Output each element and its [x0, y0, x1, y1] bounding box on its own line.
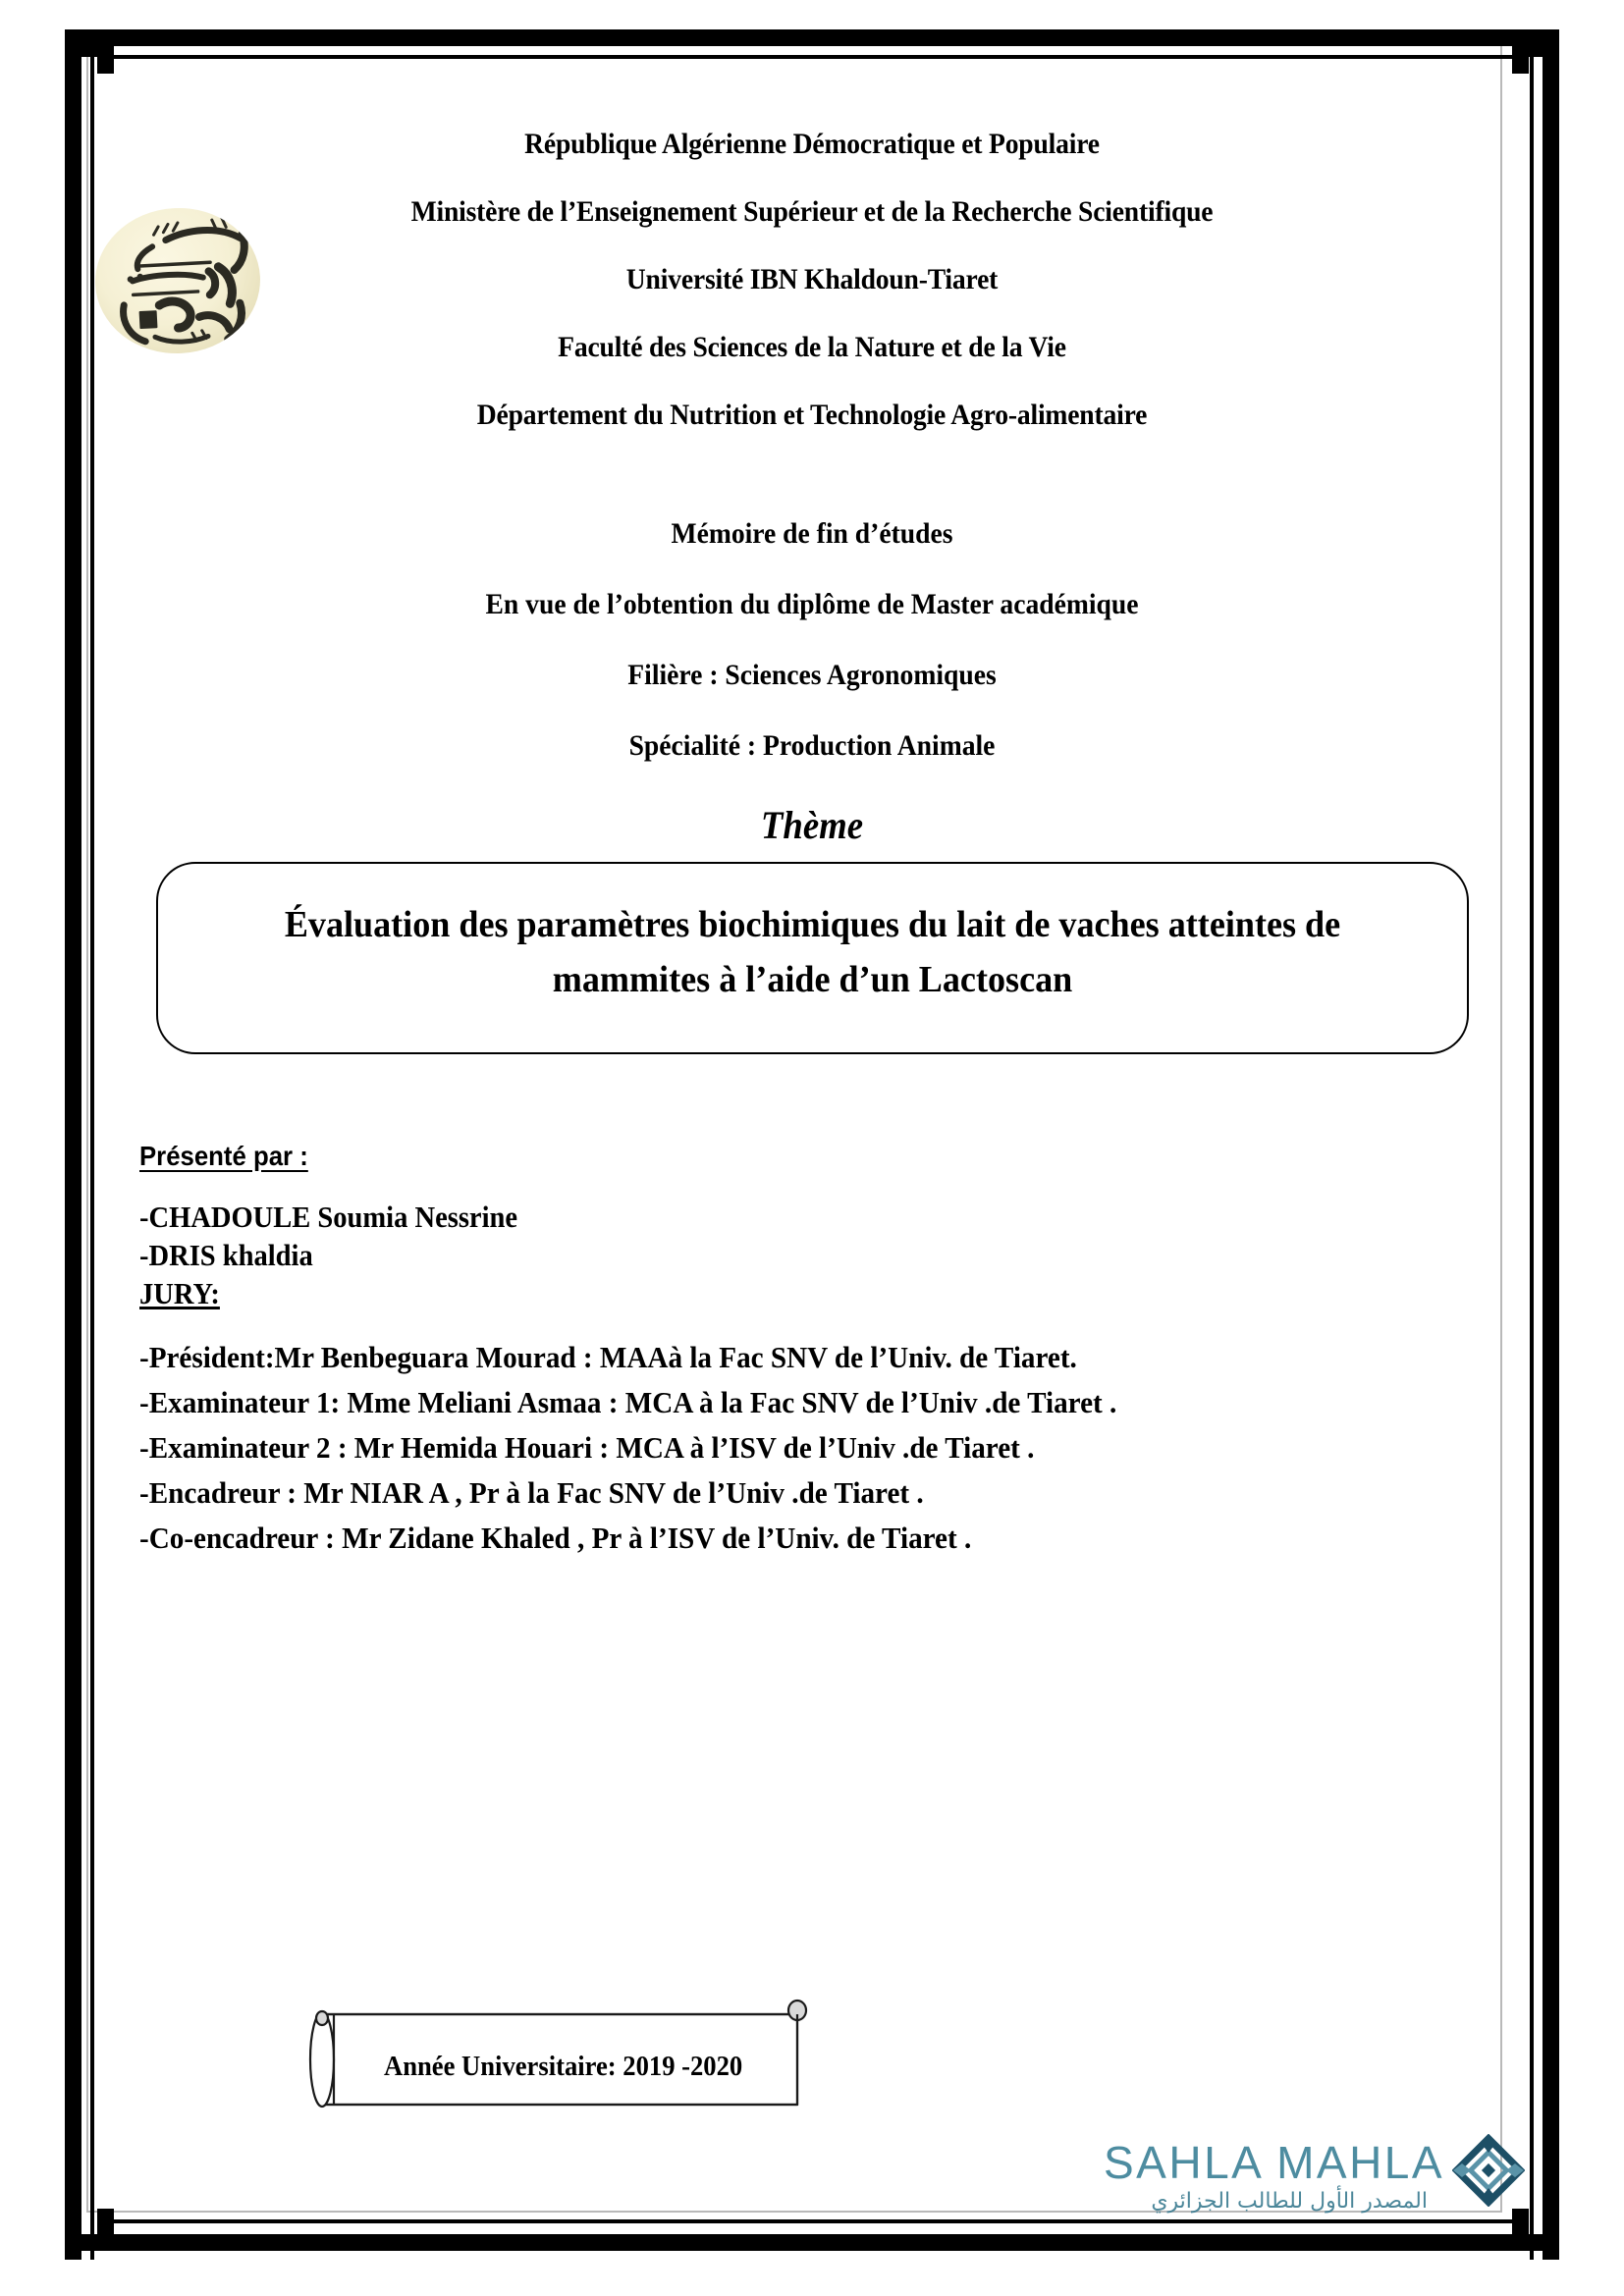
frame-corner-bottom-left: [65, 2234, 114, 2251]
jury-line-examiner-2: -Examinateur 2 : Mr Hemida Houari : MCA à l’ISV de l’Univ .de Tiaret .: [139, 1429, 1035, 1465]
frame-bar-top: [114, 29, 1528, 46]
theme-title: Évaluation des paramètres biochimiques du lait de vaches atteintes de mammites à l’aide d’un Lactoscan: [284, 903, 1340, 1000]
presented-by-section: [94, 1054, 1530, 1560]
author-list: [139, 1198, 1530, 1274]
cover-page-content: [94, 59, 1530, 2218]
jury-line-president: -Président:Mr Benbeguara Mourad : MAAà la Fac SNV de l’Univ. de Tiaret.: [139, 1340, 1077, 1375]
frame-bar-right: [1543, 57, 1559, 2260]
frame-corner-top-right: [1512, 29, 1559, 57]
watermark-tagline-arabic: المصدر الأول للطالب الجزائري: [1151, 2189, 1428, 2214]
jury-line-co-supervisor: -Co-encadreur : Mr Zidane Khaled , Pr à l’ISV de l’Univ. de Tiaret .: [139, 1520, 972, 1555]
header-line-republic: République Algérienne Démocratique et Populaire: [524, 128, 1100, 160]
frame-bar-left: [65, 57, 81, 2260]
header-line-faculty: Faculté des Sciences de la Nature et de la Vie: [558, 331, 1066, 363]
theme-box: [156, 862, 1469, 1054]
institution-header: [94, 59, 1530, 430]
degree-line-diploma: En vue de l’obtention du diplôme de Master académique: [485, 588, 1139, 620]
header-line-department: Département du Nutrition et Technologie Agro-alimentaire: [476, 399, 1148, 431]
degree-line-filiere: Filière : Sciences Agronomiques: [627, 659, 997, 691]
degree-line-memoire: Mémoire de fin d’études: [671, 517, 953, 550]
frame-line-right: [1530, 57, 1534, 2260]
academic-year-banner: [300, 1991, 811, 2138]
theme-label: Thème: [760, 803, 864, 847]
jury-line-supervisor: -Encadreur : Mr NIAR A , Pr à la Fac SNV de l’Univ .de Tiaret .: [139, 1474, 924, 1510]
degree-info: [94, 468, 1530, 761]
presented-by-label: Présenté par :: [139, 1141, 308, 1171]
sahla-mahla-diamond-icon: [1452, 2134, 1525, 2212]
author-line: -DRIS khaldia: [139, 1238, 313, 1273]
watermark-brand-name: SAHLA MAHLA: [1104, 2137, 1445, 2188]
academic-year-text: Année Universitaire: 2019 -2020: [383, 2052, 743, 2082]
header-line-ministry: Ministère de l’Enseignement Supérieur et de la Recherche Scientifique: [410, 195, 1214, 228]
jury-label: JURY:: [139, 1276, 220, 1311]
header-line-university: Université IBN Khaldoun-Tiaret: [625, 263, 999, 295]
sahla-mahla-watermark: [1104, 2137, 1555, 2258]
degree-line-specialite: Spécialité : Production Animale: [628, 729, 996, 762]
frame-corner-top-left: [65, 29, 114, 57]
author-line: -CHADOULE Soumia Nessrine: [139, 1200, 518, 1234]
jury-list: [139, 1335, 1530, 1560]
jury-line-examiner-1: -Examinateur 1: Mme Meliani Asmaa : MCA à la Fac SNV de l’Univ .de Tiaret .: [139, 1384, 1117, 1419]
